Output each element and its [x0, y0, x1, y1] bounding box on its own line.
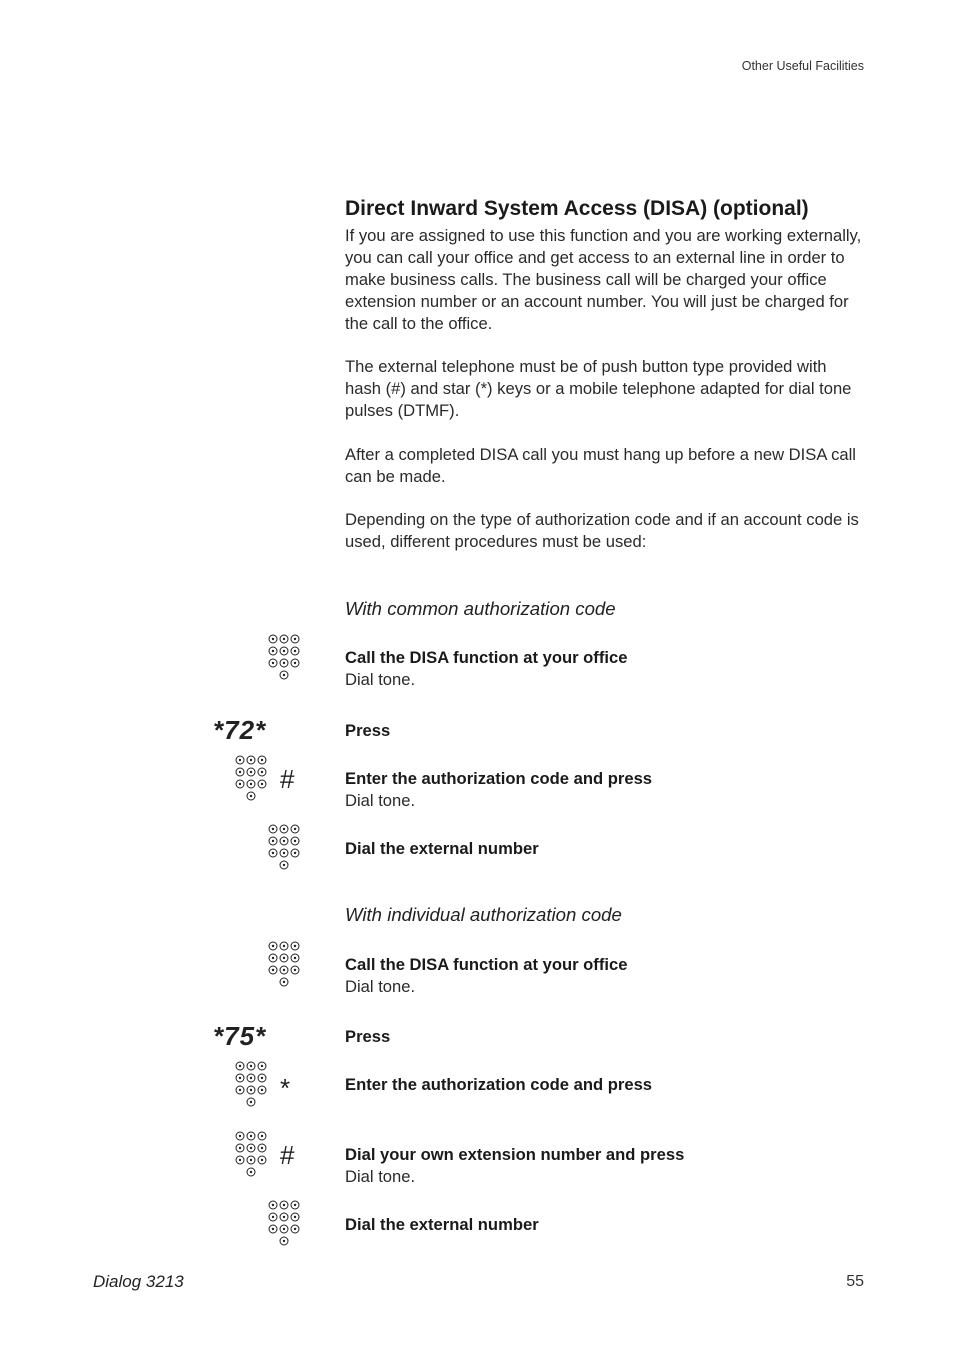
step-dial-extension [345, 1144, 865, 1188]
page-number: 55 [846, 1273, 864, 1290]
step-instruction: Enter the authorization code and press [345, 769, 653, 788]
intro-paragraph: If you are assigned to use this function and you are working externally, you can call your office and get access to an external line in order to make business calls. The business call will be charged your office extension number or an account number. You will just be charged for the call to the office. [345, 226, 862, 333]
keypad-icon [235, 1061, 269, 1111]
step-call-disa [345, 647, 865, 691]
step-instruction: Dial the external number [345, 1215, 539, 1234]
keypad-icon [268, 941, 302, 991]
keypad-icon [268, 634, 302, 684]
step-instruction: Press [345, 721, 391, 740]
keypad-icon [268, 1200, 302, 1250]
step-dial-external [345, 838, 865, 860]
step-instruction: Dial the external number [345, 839, 539, 858]
step-dial-external [345, 1214, 865, 1236]
step-note: Dial tone. [345, 791, 416, 810]
hash-key-icon: # [280, 764, 295, 794]
step-instruction: Dial your own extension number and press [345, 1145, 685, 1164]
step-note: Dial tone. [345, 977, 416, 996]
step-instruction: Enter the authorization code and press [345, 1075, 653, 1094]
step-press [345, 1026, 865, 1048]
running-header: Other Useful Facilities [741, 59, 864, 73]
keypad-icon [235, 1131, 269, 1181]
step-note: Dial tone. [345, 1167, 416, 1186]
step-instruction: Press [345, 1027, 391, 1046]
step-instruction: Call the DISA function at your office [345, 955, 628, 974]
keypad-icon [235, 755, 269, 805]
step-call-disa [345, 954, 865, 998]
page-title: Direct Inward System Access (DISA) (optional) [345, 197, 809, 220]
step-note: Dial tone. [345, 670, 416, 689]
step-enter-code [345, 768, 865, 812]
step-enter-code [345, 1074, 865, 1096]
section-heading-individual: With individual authorization code [345, 904, 622, 925]
star-key-icon: * [280, 1073, 291, 1103]
keypad-icon [268, 824, 302, 874]
step-press [345, 720, 865, 742]
section-heading-common: With common authorization code [345, 598, 616, 619]
footer-product: Dialog 3213 [93, 1272, 184, 1291]
requirements-paragraph: The external telephone must be of push button type provided with hash (#) and star (*) keys or a mobile telephone adapted for dial tone pulses (DTMF). [345, 357, 852, 420]
step-instruction: Call the DISA function at your office [345, 648, 628, 667]
procedures-paragraph: Depending on the type of authorization code and if an account code is used, different procedures must be used: [345, 510, 859, 551]
hash-key-icon: # [280, 1140, 295, 1170]
star-code: *75* [213, 1021, 267, 1051]
hangup-paragraph: After a completed DISA call you must hang up before a new DISA call can be made. [345, 445, 856, 486]
star-code: *72* [213, 715, 267, 745]
